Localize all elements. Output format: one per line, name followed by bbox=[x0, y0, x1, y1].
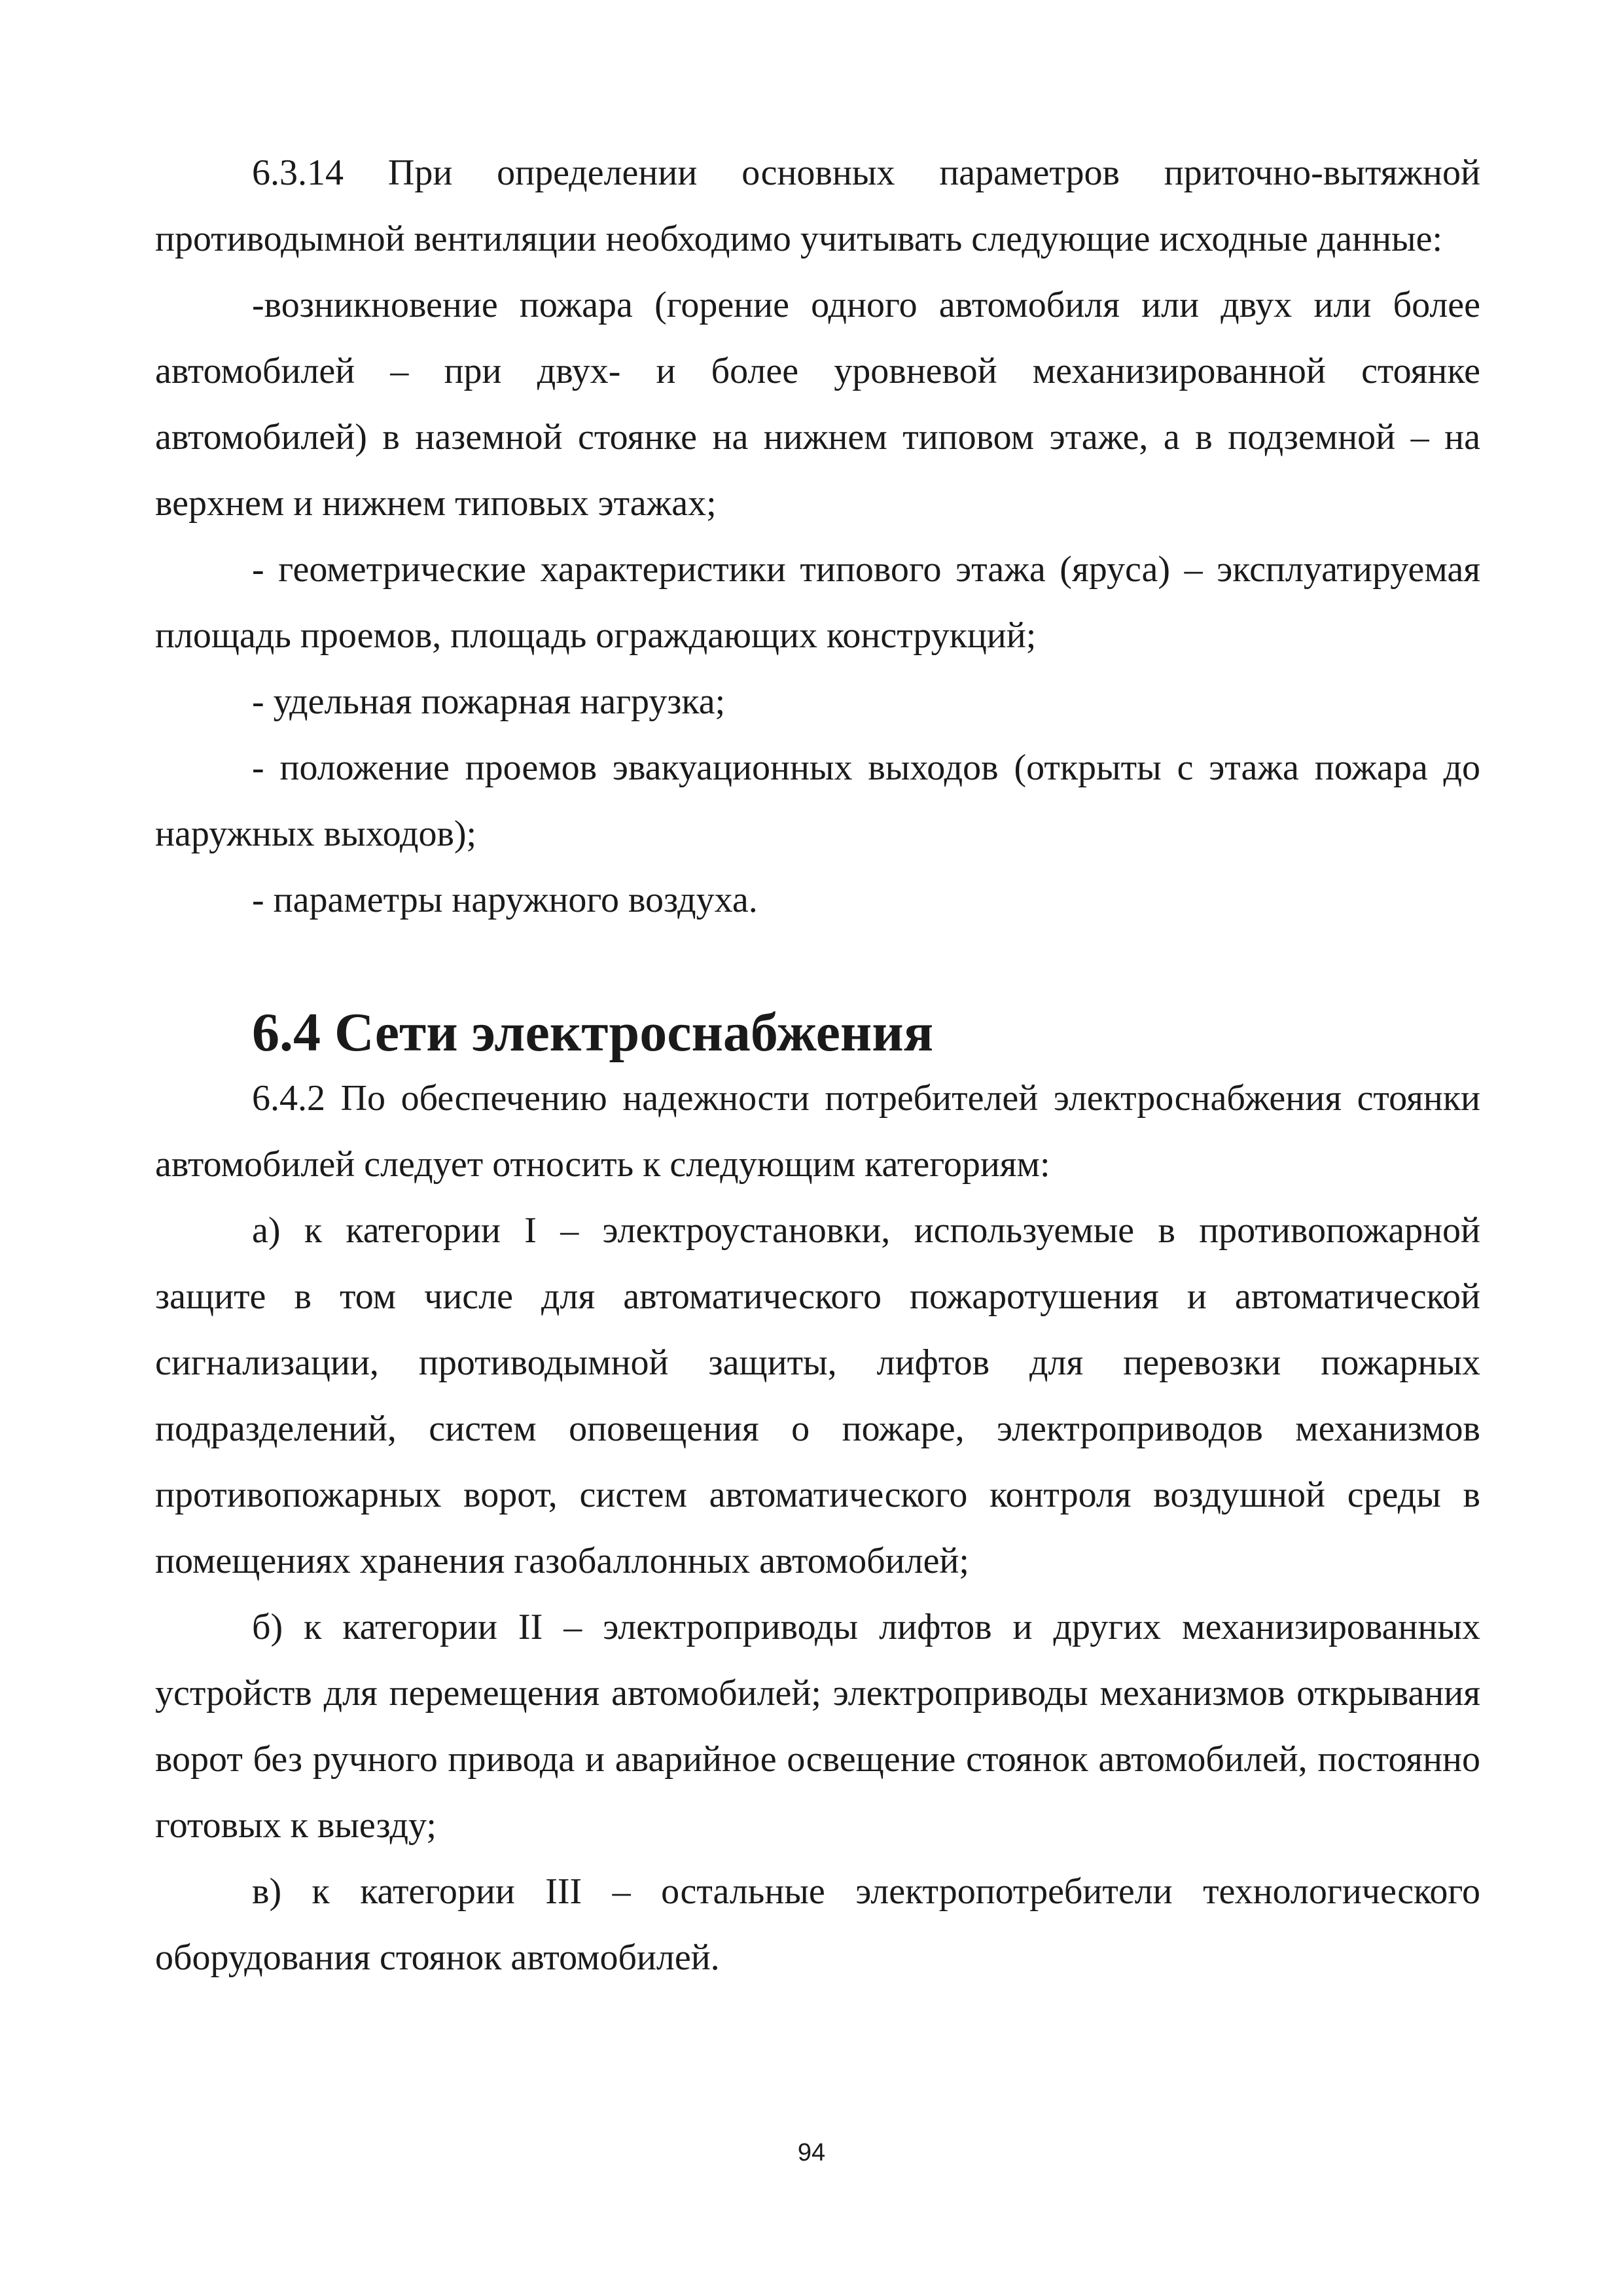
paragraph-6-4-2: 6.4.2 По обеспечению надежности потребителей электроснабжения стоянки автомобилей следует относить к следующим категориям: bbox=[155, 1078, 1480, 1185]
list-item-fire-load: - удельная пожарная нагрузка; bbox=[252, 681, 726, 722]
list-item-geometry: - геометрические характеристики типового этажа (яруса) – эксплуатируемая площадь проемов, площадь ограждающих конструкций; bbox=[155, 549, 1480, 656]
list-item-category-1: а) к категории I – электроустановки, используемые в противопожарной защите в том числе для автоматического пожаротушения и автоматической сигнализации, противодымной защиты, лифтов для перевозки пожарных подразделений, систем оповещения о пожаре, электроприводов механизмов противопожарных ворот, систем автоматического контроля воздушной среды в помещениях хранения газобаллонных автомобилей; bbox=[155, 1210, 1480, 1581]
document-body bbox=[155, 140, 1480, 1991]
list-item-category-3: в) к категории III – остальные электропотребители технологического оборудования стоянок автомобилей. bbox=[155, 1871, 1480, 1978]
list-item-exit-openings: - положение проемов эвакуационных выходов (открыты с этажа пожара до наружных выходов); bbox=[155, 747, 1480, 854]
section-heading-6-4: 6.4 Сети электроснабжения bbox=[252, 1002, 934, 1063]
list-item-fire-origin: -возникновение пожара (горение одного автомобиля или двух или более автомобилей – при двух- и более уровневой механизированной стоянке автомобилей) в наземной стоянке на нижнем типовом этаже, а в подземной – на верхнем и нижнем типовых этажах; bbox=[155, 285, 1480, 524]
paragraph-6-3-14: 6.3.14 При определении основных параметров приточно-вытяжной противодымной вентиляции необходимо учитывать следующие исходные данные: bbox=[155, 152, 1480, 259]
list-item-outdoor-air: - параметры наружного воздуха. bbox=[252, 880, 758, 920]
list-item-category-2: б) к категории II – электроприводы лифтов и других механизированных устройств для перемещения автомобилей; электроприводы механизмов открывания ворот без ручного привода и аварийное освещение стоянок автомобилей, постоянно готовых к выезду; bbox=[155, 1607, 1480, 1846]
page-number: 94 bbox=[797, 2139, 826, 2166]
